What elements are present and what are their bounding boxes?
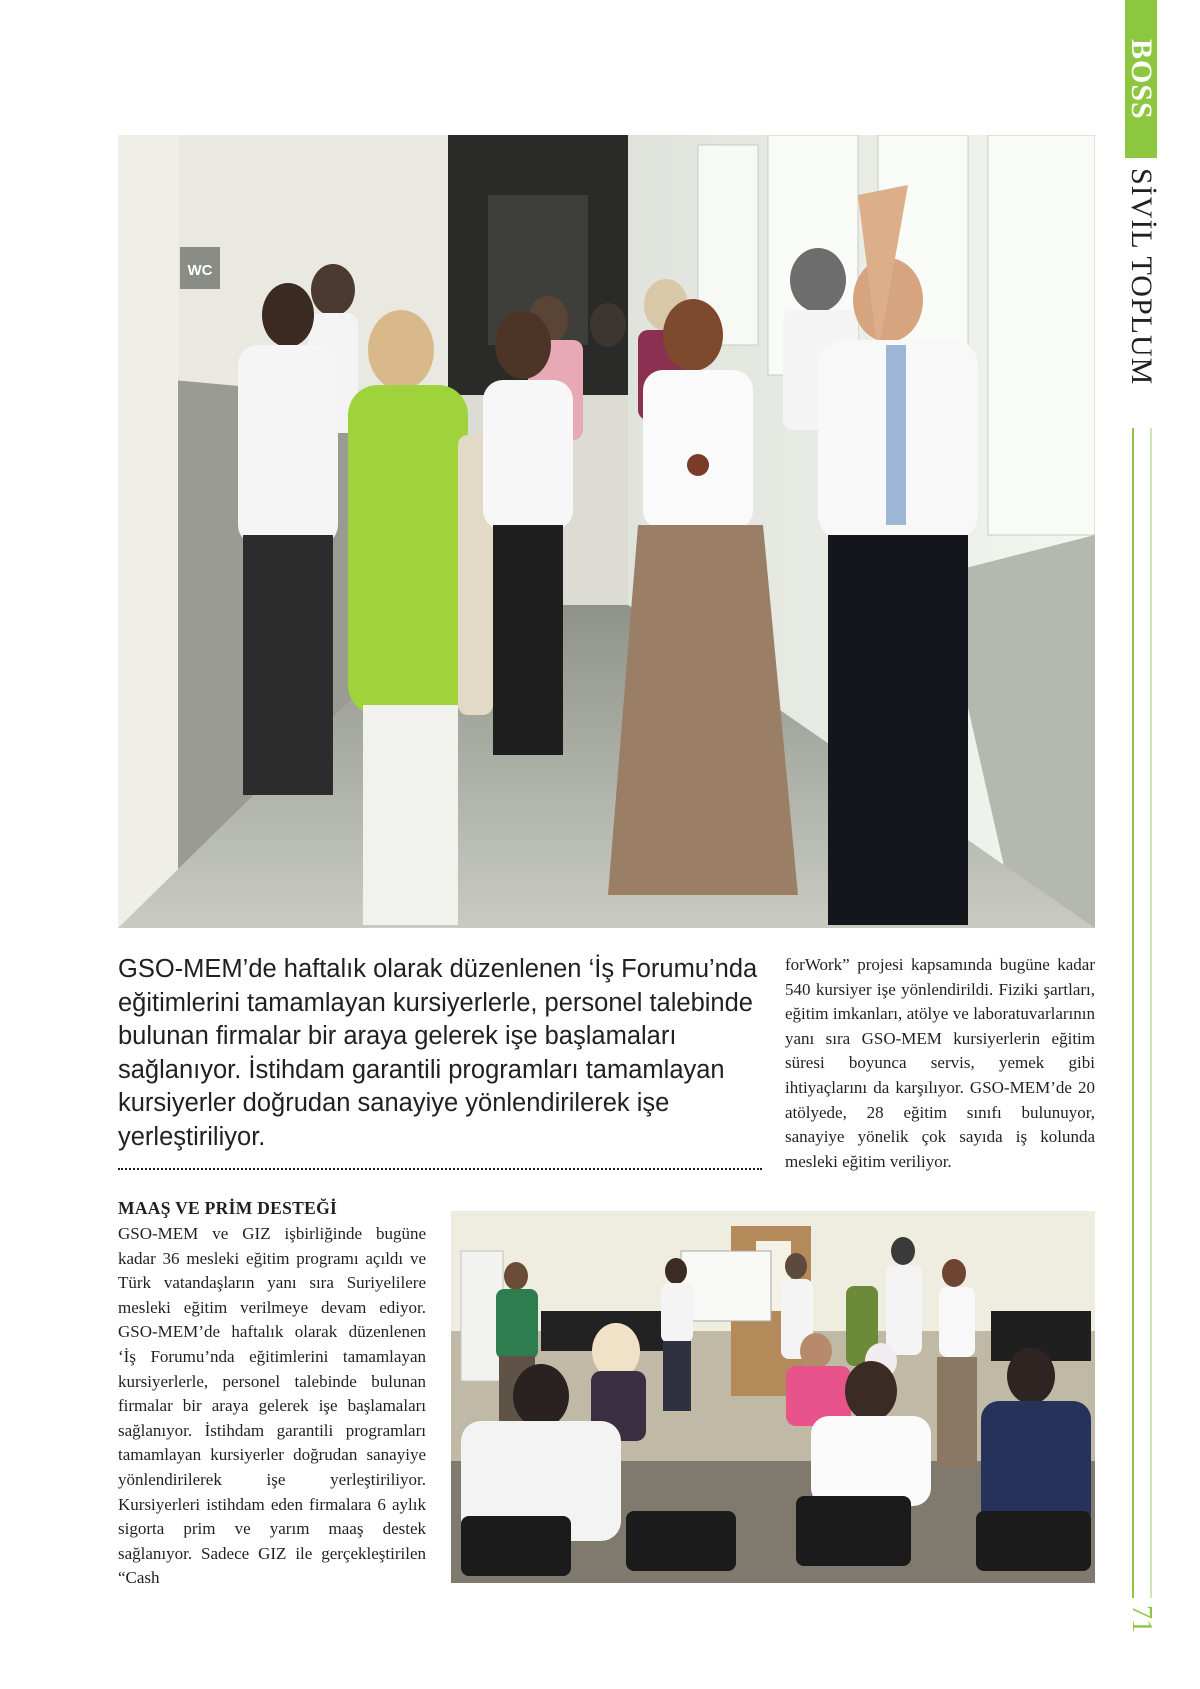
section-title [1125,168,1157,418]
left-column-text: GSO-MEM ve GIZ işbirliğinde bugüne kadar 36 mesleki eğitim programı açıldı ve Türk vatandaşların yanı sıra Suriyelilere mesleki eğitim verilmeye devam ediyor. GSO-MEM’de haftalık olarak düzenlenen ‘İş Forumu’nda eğitimlerini tamamlayan kursiyerlerle, personel talebinde bulunan firmalar bir araya gelerek işe başlamaları sağlanıyor. İstihdam garantili programları tamamlayan kursiyerler doğrudan sanayiye yönlendirilerek işe yerleştiriliyor. Kursiyerleri istihdam eden firmalara 6 aylık sigorta prim ve yarım maaş destek sağlanıyor. Sadece GIZ ile gerçekleştirilen “Cash [118,1224,426,1588]
side-rule [1132,428,1134,1598]
side-rule-light [1150,428,1152,1598]
wc-sign-text: WC [187,262,213,279]
page-number-label: 71 [1126,1605,1157,1633]
lead-paragraph: GSO-MEM’de haftalık olarak düzenlenen ‘İş Forumu’nda eğitimlerini tamamlayan kursiyerlerle, personel talebinde bulunan firmalar bir araya gelerek işe başlamaları sağlanıyor. İstihdam garantili programları tamamlayan kursiyerler doğrudan sanayiye yönlendirilerek işe yerleştiriliyor. [118,955,758,1151]
brand-label: BOSS [1125,38,1158,120]
section-label: SİVİL TOPLUM [1125,168,1158,386]
dotted-divider [118,1168,762,1170]
classroom-photo [451,1211,1095,1583]
brand-tab [1125,0,1157,158]
corridor-photo [118,135,1095,928]
page-number [1125,1605,1157,1645]
subheading: MAAŞ VE PRİM DESTEĞİ [118,1198,338,1218]
right-column-text: forWork” projesi kapsamında bugüne kadar 540 kursiyer işe yönlendirildi. Fiziki şartları, eğitim imkanları, atölye ve laboratuvarlarının yanı sıra GSO-MEM kursiyerlerin eğitim süresi boyunca servis, yemek gibi ihtiyaçlarını da karşılıyor. GSO-MEM’de 20 atölyede, 28 eğitim sınıfı bulunuyor, sanayiye yönelik çok sayıda iş kolunda mesleki eğitim veriliyor. [785,955,1095,1171]
